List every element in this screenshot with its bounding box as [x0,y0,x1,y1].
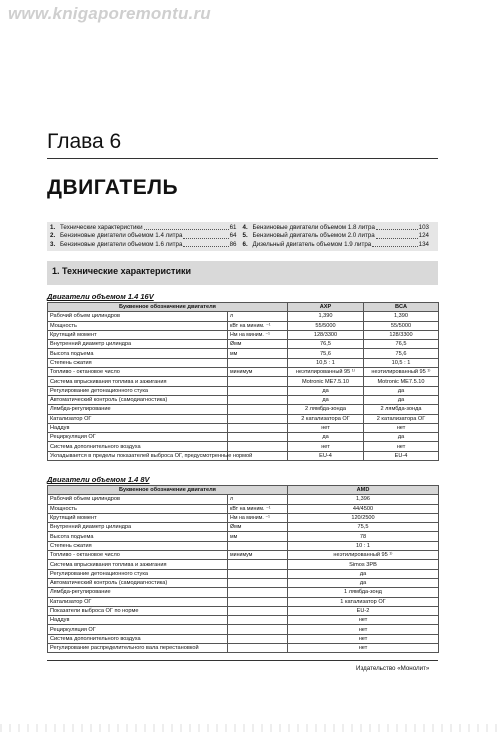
toc-item-number: 4. [242,224,248,231]
param-name: Показатели выброса ОГ по норме [48,606,228,615]
param-name: Топливо - октановое число [48,368,228,377]
param-name: Рециркуляция ОГ [48,433,228,442]
table-row [48,433,439,442]
param-unit: Øмм [228,340,288,349]
toc-item-text: Дизельный двигатель объемом 1.9 литра [252,240,372,248]
param-value: 120/2500 [288,513,439,522]
table-row [48,442,439,451]
param-value: 75,6 [288,349,364,358]
param-value: да [364,395,439,404]
footer-divider [47,660,438,661]
page-title: ДВИГАТЕЛЬ [47,176,179,199]
param-value: 55/5000 [288,321,364,330]
param-name: Регулирование распределительного вала перестановкой [48,644,228,653]
param-value: нет [288,442,364,451]
param-value: нет [364,442,439,451]
toc-item-number: 3. [50,240,56,248]
toc-item-text: Бензиновые двигатели объемом 1.8 литра [252,224,375,231]
param-value: 76,5 [288,340,364,349]
param-name: Мощность [48,504,228,513]
param-name: Лямбда-регулирование [48,588,228,597]
param-unit [228,442,288,451]
toc-item-text: Бензиновые двигатели объемом 1.6 литра [60,240,183,248]
table-header-cell: AXP [288,303,364,312]
param-unit [228,569,288,578]
toc-column-left [50,224,243,249]
param-name: Рециркуляция ОГ [48,625,228,634]
toc-item-page: 64 [229,232,237,240]
engine-table-16v [47,302,439,461]
table-row [48,569,439,578]
divider [47,158,438,159]
param-unit [228,414,288,423]
param-unit: кВт на миним. ⁻¹ [228,321,288,330]
toc-item [50,241,237,249]
toc-item [50,224,237,232]
param-value: 76,5 [364,340,439,349]
toc-item-text: Бензиновый двигатель объемом 2.0 литра [252,232,375,240]
toc-item-page: 134 [418,240,429,248]
table-row [48,588,439,597]
param-value: да [288,433,364,442]
param-name: Высота подъема [48,532,228,541]
param-value: да [288,578,439,587]
toc-item [50,232,237,240]
param-value: 1 лямбда-зонд [288,588,439,597]
param-name: Система дополнительного воздуха [48,442,228,451]
param-unit [228,588,288,597]
param-value: нет [288,616,439,625]
param-name: Внутренний диаметр цилиндра [48,523,228,532]
param-name: Рабочий объем цилиндров [48,495,228,504]
table-row [48,395,439,404]
param-unit [228,433,288,442]
table1-caption: Двигатели объемом 1.4 16V [47,292,154,301]
table-row [48,616,439,625]
toc-item-number: 5. [242,232,248,240]
param-value: неэтилированный 95 ¹⁾ [288,551,439,560]
param-unit [228,423,288,432]
param-unit [228,358,288,367]
table-row [48,340,439,349]
watermark: www.knigaporemontu.ru [8,4,211,23]
param-unit: л [228,495,288,504]
param-value: 75,6 [364,349,439,358]
table2-caption: Двигатели объемом 1.4 8V [47,475,150,484]
param-value: 128/3300 [364,330,439,339]
param-value: да [364,433,439,442]
param-unit [228,405,288,414]
param-name: Рабочий объем цилиндров [48,312,228,321]
table-row [48,368,439,377]
toc-item-page: 86 [229,240,237,248]
param-value: 78 [288,532,439,541]
param-name: Высота подъема [48,349,228,358]
param-unit: мм [228,532,288,541]
param-value: неэтилированный 95 ¹⁾ [288,368,364,377]
toc-leader [376,232,418,238]
table-header-cell: Буквенное обозначение двигателя [48,486,288,495]
param-name: Автоматический контроль (самодиагностика) [48,395,228,404]
table-row [48,386,439,395]
table-row [48,414,439,423]
param-unit: мм [228,349,288,358]
param-unit [228,386,288,395]
param-unit [228,597,288,606]
param-value: 128/3300 [288,330,364,339]
param-value: да [288,395,364,404]
param-unit: минимум [228,368,288,377]
toc-leader [144,224,229,230]
param-name: Крутящий момент [48,513,228,522]
table-row [48,451,439,460]
toc-item [243,232,430,240]
param-value: Motronic ME7.5.10 [364,377,439,386]
table-row [48,423,439,432]
toc-item-number: 2. [50,232,56,240]
param-unit [228,644,288,653]
table-row [48,560,439,569]
table-row [48,597,439,606]
param-unit [228,634,288,643]
param-value: 75,5 [288,523,439,532]
param-unit [228,541,288,550]
table-row [48,330,439,339]
param-name: Система дополнительного воздуха [48,634,228,643]
param-name: Укладывается в пределы показателей выброса ОГ, предусмотренные нормой [48,451,228,460]
table-row [48,523,439,532]
param-value: 1,390 [364,312,439,321]
param-name: Крутящий момент [48,330,228,339]
param-name: Топливо - октановое число [48,551,228,560]
param-name: Автоматический контроль (самодиагностика) [48,578,228,587]
toc-item-page: 124 [418,232,429,240]
param-name: Система впрыскивания топлива и зажигания [48,560,228,569]
table-row [48,513,439,522]
param-unit: Øмм [228,523,288,532]
param-value: нет [288,625,439,634]
toc-leader [372,241,417,247]
chapter-heading: Глава 6 [47,130,122,153]
engine-table-8v [47,485,439,653]
table-row [48,405,439,414]
table-row [48,625,439,634]
param-name: Степень сжатия [48,541,228,550]
table-row [48,312,439,321]
param-name: Катализатор ОГ [48,597,228,606]
toc-column-right [243,224,436,249]
param-name: Наддув [48,616,228,625]
param-value: неэтилированный 95 ¹⁾ [364,368,439,377]
publisher-footer: Издательство «Монолит» [356,665,430,672]
table-of-contents [47,222,438,251]
table-row [48,532,439,541]
param-name: Катализатор ОГ [48,414,228,423]
param-value: EU-2 [288,606,439,615]
table-header-cell: BCA [364,303,439,312]
table-row [48,495,439,504]
param-value: 10,5 : 1 [364,358,439,367]
param-value: 10,5 : 1 [288,358,364,367]
toc-leader [376,224,418,230]
param-value: нет [288,423,364,432]
param-value: нет [288,644,439,653]
table-row [48,578,439,587]
param-value: 2 катализатора ОГ [288,414,364,423]
param-name: Мощность [48,321,228,330]
param-value: 1 катализатор ОГ [288,597,439,606]
toc-item-text: Бензиновые двигатели объемом 1.4 литра [60,232,183,240]
param-value: нет [288,634,439,643]
table-header-cell: AMD [288,486,439,495]
param-unit [228,606,288,615]
param-value: 2 катализатора ОГ [364,414,439,423]
section-title: 1. Технические характеристики [47,261,438,285]
toc-item-page: 103 [418,224,429,231]
table-row [48,606,439,615]
param-value: 55/5000 [364,321,439,330]
toc-item-number: 6. [242,240,248,248]
param-value: 1,390 [288,312,364,321]
table-row [48,504,439,513]
param-unit: Нм на миним. ⁻¹ [228,513,288,522]
param-value: да [364,386,439,395]
param-unit [228,616,288,625]
param-name: Система впрыскивания топлива и зажигания [48,377,228,386]
toc-item-text: Технические характеристики [60,224,143,231]
param-name: Внутренний диаметр цилиндра [48,340,228,349]
toc-leader [183,232,228,238]
scan-artifact [0,724,500,732]
toc-item [243,241,430,249]
param-value: да [288,569,439,578]
param-unit [228,625,288,634]
param-value: Simos 3PB [288,560,439,569]
param-value: 2 лямбда-зонда [288,405,364,414]
table-row [48,551,439,560]
table-row [48,634,439,643]
table-row [48,349,439,358]
param-name: Лямбда-регулирование [48,405,228,414]
param-name: Регулирование детонационного стука [48,386,228,395]
table-row [48,358,439,367]
param-unit: Нм на миним. ⁻¹ [228,330,288,339]
param-unit [228,578,288,587]
param-unit [228,377,288,386]
toc-item-page: 61 [229,224,237,231]
param-value: Motronic ME7.5.10 [288,377,364,386]
param-name: Регулирование детонационного стука [48,569,228,578]
param-value: нет [364,423,439,432]
table-row [48,321,439,330]
param-value: 2 лямбда-зонда [364,405,439,414]
param-name: Степень сжатия [48,358,228,367]
param-name: Наддув [48,423,228,432]
param-unit: минимум [228,551,288,560]
table-row [48,644,439,653]
param-unit: кВт на миним. ⁻¹ [228,504,288,513]
param-unit: л [228,312,288,321]
param-unit [228,395,288,404]
param-value: 1,396 [288,495,439,504]
param-value: да [288,386,364,395]
table-row [48,377,439,386]
toc-item-number: 1. [50,224,56,231]
table-header-cell: Буквенное обозначение двигателя [48,303,288,312]
toc-item [243,224,430,232]
table-row [48,541,439,550]
param-unit [228,560,288,569]
param-value: EU-4 [288,451,364,460]
param-value: EU-4 [364,451,439,460]
toc-leader [183,241,228,247]
param-value: 44/4500 [288,504,439,513]
param-value: 10 : 1 [288,541,439,550]
